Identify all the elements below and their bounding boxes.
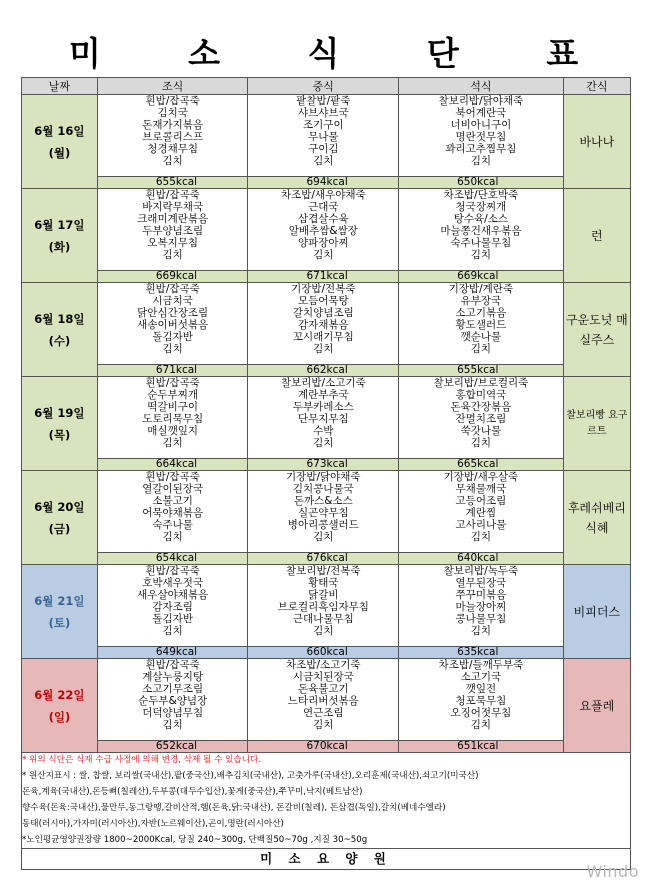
page-title: 미 소 식 단 표 [68, 34, 617, 73]
dinner-kcal: 669kcal [399, 270, 563, 282]
notes-origin-line: * 원산지표시 : 쌀, 찹쌀, 보리쌀(국내산),팥(중국산),배추김치(국내산), 고춧가루(국내산),오리훈제(국내산),쇠고기(미국산) [22, 770, 479, 781]
dinner-cell [399, 283, 564, 377]
menu-item: 돈육간장볶음 [450, 400, 512, 413]
lunch-kcal: 676kcal [248, 552, 398, 564]
menu-item: 김치 [470, 530, 492, 543]
day-date-cell [22, 95, 98, 189]
dinner-kcal: 640kcal [399, 552, 563, 564]
dinner-kcal: 651kcal [399, 740, 563, 752]
breakfast-items [98, 189, 248, 270]
menu-item: 김치 [470, 718, 492, 731]
menu-item: 찰보리밥/소고기죽 [280, 377, 366, 389]
menu-item: 김치 [162, 624, 183, 637]
day-date: 6월 17일 [34, 217, 85, 232]
menu-item: 실곤약무침 [297, 506, 349, 519]
dinner-items [399, 95, 563, 176]
header-date: 날짜 [22, 78, 98, 95]
menu-item: 황도샐러드 [455, 318, 507, 331]
notes-row [22, 753, 631, 849]
lunch-kcal: 670kcal [248, 740, 398, 752]
menu-item: 김치 [313, 718, 334, 731]
menu-item: 양파장아찌 [297, 236, 349, 249]
day-row [22, 283, 631, 377]
menu-item: 샤브샤브국 [297, 106, 349, 119]
menu-item: 돈육불고기 [297, 682, 349, 695]
notes-origin-line: 돈육,계육(국내산),돈등뼈(칠레산),두부콩(대두수입산),꽃게(중국산),쭈꾸미,낙지(베트남산) [22, 786, 363, 797]
breakfast-cell [97, 377, 248, 471]
menu-item: 감자채볶음 [297, 318, 349, 331]
menu-item: 마늘장아찌 [455, 600, 507, 613]
menu-item: 오복지무침 [147, 236, 199, 249]
menu-item: 흰밥/잡곡죽 [145, 283, 200, 295]
menu-item: 콩나물무침 [455, 612, 507, 625]
menu-item: 김치 [162, 154, 183, 167]
lunch-items [248, 95, 398, 176]
menu-item: 기장밥/새우살죽 [443, 471, 519, 483]
snack-cell: 구운도넛 매실주스 [563, 283, 630, 377]
dinner-cell [399, 377, 564, 471]
menu-item: 병아리콩샐러드 [287, 518, 359, 531]
notes-block [22, 753, 631, 849]
menu-item: 김치 [313, 624, 334, 637]
header-snack: 간식 [563, 78, 630, 95]
menu-item: 근대나물무침 [292, 612, 354, 625]
menu-item: 돈까스&소스 [293, 494, 353, 507]
menu-item: 새우살야채볶음 [137, 588, 209, 601]
dinner-kcal: 665kcal [399, 458, 563, 470]
menu-item: 감자조림 [152, 600, 193, 613]
menu-item: 쭈꾸미볶음 [455, 588, 507, 601]
lunch-items [248, 565, 398, 646]
menu-item: 단무지무침 [297, 412, 349, 425]
menu-item: 팥찰밥/팥죽 [296, 95, 351, 107]
breakfast-cell [97, 659, 248, 753]
menu-item: 김치 [162, 436, 183, 449]
day-row [22, 471, 631, 565]
menu-item: 김치 [470, 436, 492, 449]
menu-item: 계살누룽지탕 [142, 670, 204, 683]
header-dinner: 석식 [399, 78, 564, 95]
dinner-items [399, 283, 563, 364]
notes-origin-line: 향수육(돈육:국내산),물만두,동그랑땡,갈비산적,햄(돈육,닭:국내산), 돈갈비(칠레), 돈삼겹(독일),갈치(베네수엘라) [22, 802, 446, 813]
menu-item: 무채물깨국 [455, 482, 507, 495]
day-row [22, 659, 631, 753]
menu-item: 시금치된장국 [292, 670, 354, 683]
menu-item: 구이김 [308, 142, 339, 155]
day-row [22, 189, 631, 283]
day-weekday: (수) [48, 333, 71, 348]
day-date-cell [22, 283, 98, 377]
day-weekday: (금) [48, 521, 71, 536]
menu-item: 떡갈비구이 [147, 400, 199, 413]
menu-item: 흰밥/잡곡죽 [145, 659, 200, 671]
menu-item: 바지락무채국 [142, 200, 204, 213]
menu-item: 돌김자반 [152, 612, 193, 625]
dinner-items [399, 565, 563, 646]
menu-item: 순두부찌개 [147, 388, 199, 401]
menu-item: 김치 [313, 248, 334, 261]
menu-item: 김치 [162, 718, 183, 731]
menu-item: 김치 [313, 530, 334, 543]
menu-item: 깻잎전 [465, 682, 497, 695]
menu-item: 두부카레소스 [292, 400, 354, 413]
breakfast-items [98, 659, 248, 740]
menu-item: 명란젓무침 [455, 130, 507, 143]
menu-item: 찰보리밥/녹두죽 [443, 565, 519, 577]
menu-item: 돈재가지볶음 [142, 118, 204, 131]
menu-item: 계란부추국 [297, 388, 349, 401]
menu-item: 김치 [313, 154, 334, 167]
dinner-items [399, 377, 563, 458]
menu-item: 열무된장국 [455, 576, 507, 589]
day-weekday: (화) [48, 239, 71, 254]
menu-item: 어묵야채볶음 [142, 506, 204, 519]
dinner-kcal: 655kcal [399, 364, 563, 376]
menu-item: 소불고기 [152, 494, 193, 507]
day-date: 6월 22일 [34, 687, 85, 702]
menu-item: 마늘쫑건새우볶음 [440, 224, 522, 237]
dinner-cell [399, 659, 564, 753]
snack-cell: 비피더스 [563, 565, 630, 659]
footer-row [22, 849, 631, 870]
day-weekday: (목) [48, 427, 71, 442]
breakfast-cell [97, 95, 248, 189]
header-row [22, 78, 631, 95]
menu-item: 크래미계란볶음 [137, 212, 209, 225]
menu-item: 숙주나물 [152, 518, 193, 531]
lunch-cell [248, 565, 399, 659]
menu-item: 연근조림 [303, 706, 344, 719]
breakfast-kcal: 654kcal [98, 552, 248, 564]
dinner-items [399, 659, 563, 740]
menu-item: 김치 [162, 248, 183, 261]
menu-item: 수박 [313, 424, 334, 437]
breakfast-cell [97, 471, 248, 565]
menu-item: 갈치양념조림 [292, 306, 354, 319]
breakfast-items [98, 95, 248, 176]
notes-warning: * 위의 식단은 식재 수급 사정에 의해 변경, 삭제 될 수 있습니다. [22, 755, 262, 765]
header-lunch: 중식 [248, 78, 399, 95]
menu-item: 열갈이된장국 [142, 482, 204, 495]
lunch-items [248, 471, 398, 552]
breakfast-kcal: 655kcal [98, 176, 248, 188]
breakfast-items [98, 471, 248, 552]
menu-item: 모듬어묵탕 [297, 294, 349, 307]
menu-item: 두부양념조림 [142, 224, 204, 237]
lunch-kcal: 673kcal [248, 458, 398, 470]
day-weekday: (토) [48, 615, 71, 630]
menu-item: 기장밥/닭야채죽 [286, 471, 361, 483]
menu-item: 유부장국 [460, 294, 502, 307]
menu-item: 꽈리고추찜무침 [445, 142, 517, 155]
menu-item: 잔멸치조림 [455, 412, 507, 425]
day-date: 6월 18일 [34, 311, 85, 326]
menu-table [21, 77, 631, 870]
menu-item: 김치 [162, 530, 183, 543]
dinner-kcal: 635kcal [399, 646, 563, 658]
lunch-kcal: 662kcal [248, 364, 398, 376]
breakfast-kcal: 652kcal [98, 740, 248, 752]
header-breakfast: 조식 [97, 78, 248, 95]
menu-item: 고등어조림 [455, 494, 507, 507]
notes-origin-line: 동태(러시아),가자미(러시아산),자반(노르웨이산),곤이,명란(러시아산) [22, 818, 284, 829]
menu-item: 차조밥/들깨두부죽 [438, 659, 524, 671]
menu-item: 북어계란국 [455, 106, 507, 119]
day-weekday: (월) [48, 145, 71, 160]
menu-item: 흰밥/잡곡죽 [145, 189, 200, 201]
dinner-cell [399, 565, 564, 659]
day-date-cell [22, 565, 98, 659]
menu-item: 흰밥/잡곡죽 [145, 565, 200, 577]
menu-item: 찰보리밥/닭야채죽 [438, 95, 524, 107]
menu-item: 김치 [313, 436, 334, 449]
menu-item: 도토리묵무침 [142, 412, 204, 425]
day-weekday: (일) [48, 709, 71, 724]
menu-item: 돌김자반 [152, 330, 193, 343]
watermark-text: Windo [586, 862, 639, 881]
menu-item: 닭갈비 [308, 588, 339, 601]
lunch-kcal: 694kcal [248, 176, 398, 188]
breakfast-cell [97, 283, 248, 377]
dinner-kcal: 650kcal [399, 176, 563, 188]
menu-item: 흰밥/잡곡죽 [145, 95, 200, 107]
menu-item: 호박새우젓국 [142, 576, 204, 589]
lunch-cell [248, 189, 399, 283]
menu-body [22, 95, 631, 753]
menu-item: 홍합미역국 [455, 388, 507, 401]
dinner-cell [399, 95, 564, 189]
menu-item: 새송이버섯볶음 [137, 318, 209, 331]
breakfast-items [98, 283, 248, 364]
menu-item: 알배추쌈&쌈장 [288, 224, 358, 237]
snack-cell: 후레쉬베리 식혜 [563, 471, 630, 565]
lunch-cell [248, 95, 399, 189]
snack-cell: 찰보리빵 요구르트 [563, 377, 630, 471]
breakfast-cell [97, 565, 248, 659]
menu-item: 황태국 [308, 576, 339, 589]
menu-item: 조기구이 [303, 118, 344, 131]
menu-item: 김치국 [157, 106, 188, 119]
menu-item: 김치 [162, 342, 183, 355]
lunch-cell [248, 377, 399, 471]
menu-item: 느타리버섯볶음 [287, 694, 359, 707]
menu-item: 깻순나물 [460, 330, 502, 343]
snack-cell: 바나나 [563, 95, 630, 189]
menu-item: 청포묵무침 [455, 694, 507, 707]
lunch-cell [248, 283, 399, 377]
menu-item: 소고기무조림 [142, 682, 204, 695]
menu-item: 소고기볶음 [455, 306, 507, 319]
lunch-cell [248, 659, 399, 753]
breakfast-kcal: 649kcal [98, 646, 248, 658]
snack-cell: 런 [563, 189, 630, 283]
menu-item: 오징어젓무침 [450, 706, 512, 719]
menu-item: 고사리나물 [455, 518, 507, 531]
menu-item: 순두부&양념장 [138, 694, 208, 707]
menu-item: 김치 [470, 342, 492, 355]
menu-item: 근대국 [308, 200, 339, 213]
notes-nutrition: *노인평균영양권장량 1800~2000Kcal, 당질 240~300g, 단백질50~70g ,지질 30~50g [22, 834, 368, 845]
menu-item: 브로콜리스프 [142, 130, 204, 143]
menu-item: 삼겹살수육 [297, 212, 349, 225]
breakfast-kcal: 671kcal [98, 364, 248, 376]
menu-item: 꼬시래기무침 [292, 330, 354, 343]
lunch-kcal: 660kcal [248, 646, 398, 658]
menu-item: 차조밥/새우야채죽 [280, 189, 366, 201]
menu-item: 김치 [470, 248, 492, 261]
menu-item: 흰밥/잡곡죽 [145, 471, 200, 483]
dinner-items [399, 189, 563, 270]
breakfast-cell [97, 189, 248, 283]
breakfast-items [98, 565, 248, 646]
breakfast-kcal: 669kcal [98, 270, 248, 282]
day-date: 6월 20일 [34, 499, 85, 514]
day-row [22, 377, 631, 471]
lunch-items [248, 659, 398, 740]
menu-item: 탕수육/소스 [453, 212, 509, 225]
menu-item: 숙주나물무침 [450, 236, 512, 249]
menu-item: 무나물 [308, 130, 339, 143]
menu-item: 더덕양념무침 [142, 706, 204, 719]
menu-item: 김치 [313, 342, 334, 355]
menu-item: 닭안심간장조림 [137, 306, 209, 319]
day-date: 6월 16일 [34, 123, 85, 138]
day-date-cell [22, 659, 98, 753]
day-date-cell [22, 471, 98, 565]
dinner-items [399, 471, 563, 552]
day-date: 6월 19일 [34, 405, 85, 420]
day-row [22, 95, 631, 189]
lunch-kcal: 671kcal [248, 270, 398, 282]
lunch-cell [248, 471, 399, 565]
menu-item: 김치 [470, 624, 492, 637]
day-date-cell [22, 189, 98, 283]
menu-item: 청경채무침 [147, 142, 199, 155]
menu-item: 김치 [470, 154, 492, 167]
menu-item: 너비아니구이 [450, 118, 512, 131]
lunch-items [248, 283, 398, 364]
breakfast-items [98, 377, 248, 458]
day-date-cell [22, 377, 98, 471]
dinner-cell [399, 189, 564, 283]
lunch-items [248, 189, 398, 270]
snack-cell: 요플레 [563, 659, 630, 753]
menu-item: 차조밥/소고기죽 [286, 659, 361, 671]
menu-item: 쑥갓나물 [460, 424, 502, 437]
menu-item: 브로컬리흑임자무침 [277, 600, 369, 613]
menu-item: 청국장찌개 [455, 200, 507, 213]
menu-item: 시금치국 [152, 294, 193, 307]
facility-name: 미 소 요 양 원 [22, 849, 631, 870]
day-date: 6월 21일 [34, 593, 85, 608]
menu-item: 김치콩나물국 [292, 482, 354, 495]
menu-item: 차조밥/단호박죽 [443, 189, 519, 201]
menu-item: 계란찜 [465, 506, 497, 519]
menu-item: 기장밥/계란죽 [448, 283, 514, 295]
dinner-cell [399, 471, 564, 565]
menu-item: 소고기국 [460, 670, 502, 683]
menu-item: 매실깻잎지 [147, 424, 199, 437]
menu-item: 찰보리밥/브로컬리죽 [433, 377, 529, 389]
day-row [22, 565, 631, 659]
lunch-items [248, 377, 398, 458]
menu-item: 기장밥/전복죽 [291, 283, 356, 295]
breakfast-kcal: 664kcal [98, 458, 248, 470]
menu-item: 찰보리밥/전복죽 [286, 565, 361, 577]
menu-item: 흰밥/잡곡죽 [145, 377, 200, 389]
